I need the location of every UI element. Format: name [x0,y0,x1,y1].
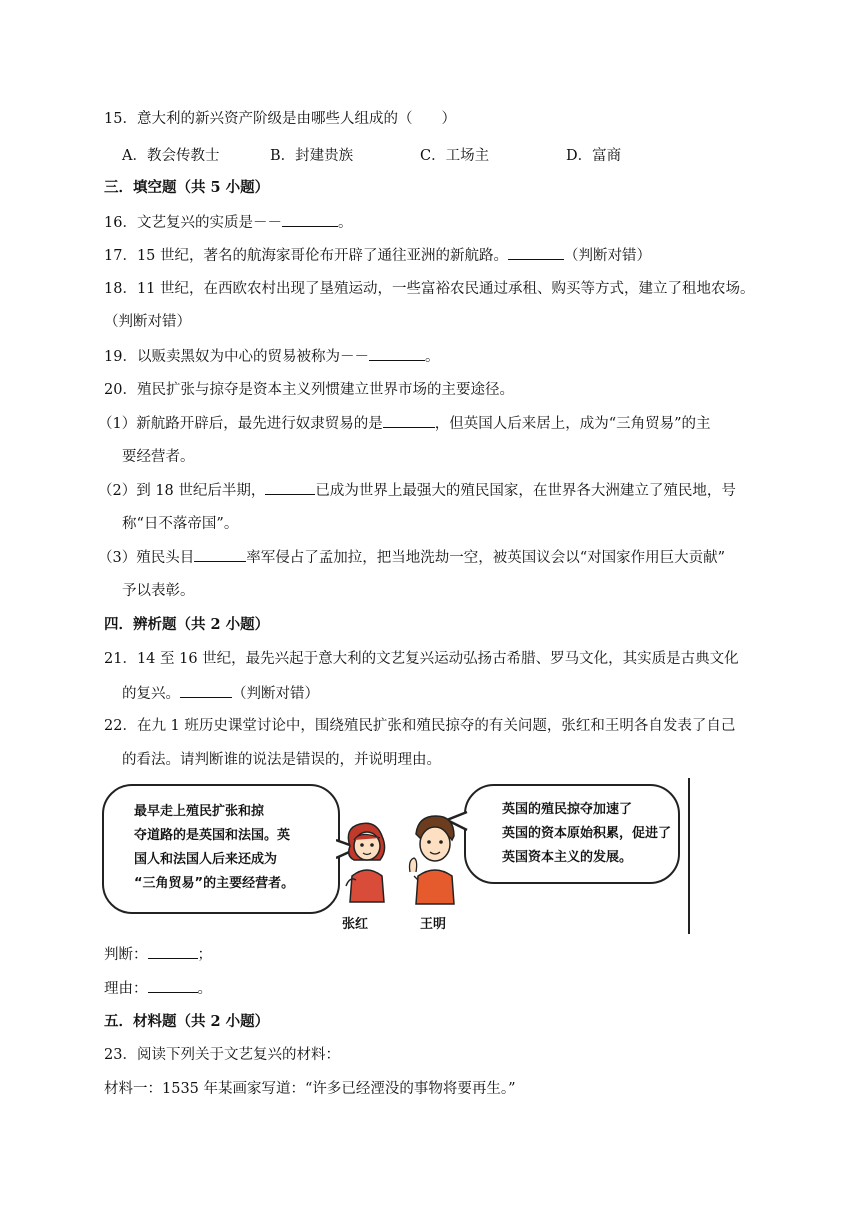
question-20-part-2-line-2: 称“日不落帝国”。 [122,516,239,532]
girl-name-label: 张红 [342,917,369,932]
question-21-line-1: 21．14 至 16 世纪，最先兴起于意大利的文艺复兴运动弘扬古希腊、罗马文化，其实质是古典文化 [104,651,739,667]
question-20-part-3 [98,547,725,568]
question-19-end: 。 [424,349,440,365]
question-23-material-1: 材料一：1535 年某画家写道：“许多已经湮没的事物将要再生。” [104,1081,516,1097]
boy-student-figure [402,810,466,908]
part-2-text-end: 已成为世界上最强大的殖民国家，在世界各大洲建立了殖民地，号 [315,483,736,499]
boy-name-label: 王明 [420,917,447,932]
bubble-text-line: 最早走上殖民扩张和掠 [134,804,265,819]
part-2-text: （2）到 18 世纪后半期， [98,483,266,499]
judgment-answer-blank[interactable] [148,944,198,959]
question-15-option-b: B．封建贵族 [270,148,354,164]
question-20-part-2 [98,480,736,501]
question-16-text: 16．文艺复兴的实质是－－ [104,215,282,231]
question-15-stem: 15．意大利的新兴资产阶级是由哪些人组成的（ ） [104,111,456,127]
bubble-text-line: 英国的殖民掠夺加速了 [502,802,633,817]
speech-bubble-left [102,784,340,914]
bubble-text-line: 英国的资本原始积累，促进了 [502,826,672,841]
question-21-note: （判断对错） [232,686,319,702]
answer-blank[interactable] [180,683,232,698]
cartoon-illustration [102,778,690,934]
answer-blank[interactable] [194,547,246,562]
question-21-line-2 [122,683,319,704]
question-21-text: 的复兴。 [122,686,180,702]
bubble-text-line: 夺道路的是英国和法国。英 [134,828,291,843]
question-22-line-2: 的看法。请判断谁的说法是错误的，并说明理由。 [122,752,441,768]
question-16 [104,212,352,233]
question-20-part-3-line-2: 予以表彰。 [122,583,195,599]
answer-blank[interactable] [369,346,425,361]
question-22-line-1: 22．在九 1 班历史课堂讨论中，围绕殖民扩张和殖民掠夺的有关问题，张红和王明各自发表了自己 [104,718,736,734]
answer-blank[interactable] [508,245,564,260]
section-4-heading: 四．辨析题（共 2 小题） [104,616,270,633]
question-18-line-1: 18．11 世纪，在西欧农村出现了垦殖运动，一些富裕农民通过承租、购买等方式，建立了租地农场。 [104,281,755,297]
reason-answer-blank[interactable] [148,978,198,993]
section-3-heading: 三．填空题（共 5 小题） [104,179,270,196]
bubble-text-line: “三角贸易”的主要经营者。 [134,876,295,891]
reason-end: 。 [197,981,212,997]
answer-blank[interactable] [265,480,315,495]
answer-blank[interactable] [383,413,435,428]
question-20-part-1 [98,413,711,434]
section-5-heading: 五．材料题（共 2 小题） [104,1013,270,1030]
bubble-text-line: 英国资本主义的发展。 [502,850,633,865]
girl-student-figure [336,816,398,908]
question-17-note: （判断对错） [564,248,652,264]
part-3-text-end: 率军侵占了孟加拉，把当地洗劫一空，被英国议会以“对国家作用巨大贡献” [246,550,726,566]
question-17-text: 17．15 世纪，著名的航海家哥伦布开辟了通往亚洲的新航路。 [104,248,509,264]
reason-answer-line [104,978,212,999]
part-3-text: （3）殖民头目 [98,550,195,566]
question-19-text: 19．以贩卖黑奴为中心的贸易被称为－－ [104,349,369,365]
speech-bubble-right [464,784,680,884]
question-23-stem: 23．阅读下列关于文艺复兴的材料： [104,1047,340,1063]
judgment-label: 判断： [104,947,148,963]
bubble-text-line: 国人和法国人后来还成为 [134,852,278,867]
question-15-option-a: A．教会传教士 [122,148,220,164]
part-1-text-end: ，但英国人后来居上，成为“三角贸易”的主 [434,416,711,432]
question-20-stem: 20．殖民扩张与掠夺是资本主义列惯建立世界市场的主要途径。 [104,382,514,398]
question-19 [104,346,439,367]
question-15-option-c: C．工场主 [420,148,490,164]
answer-blank[interactable] [282,212,338,227]
question-18-line-2: （判断对错） [104,314,191,330]
reason-label: 理由： [104,981,148,997]
part-1-text: （1）新航路开辟后，最先进行奴隶贸易的是 [98,416,383,432]
judgment-answer-line [104,944,212,965]
question-16-end: 。 [337,215,353,231]
question-20-part-1-line-2: 要经营者。 [122,449,195,465]
question-15-option-d: D．富商 [566,148,622,164]
question-17 [104,245,651,266]
judgment-end: ； [197,947,212,963]
